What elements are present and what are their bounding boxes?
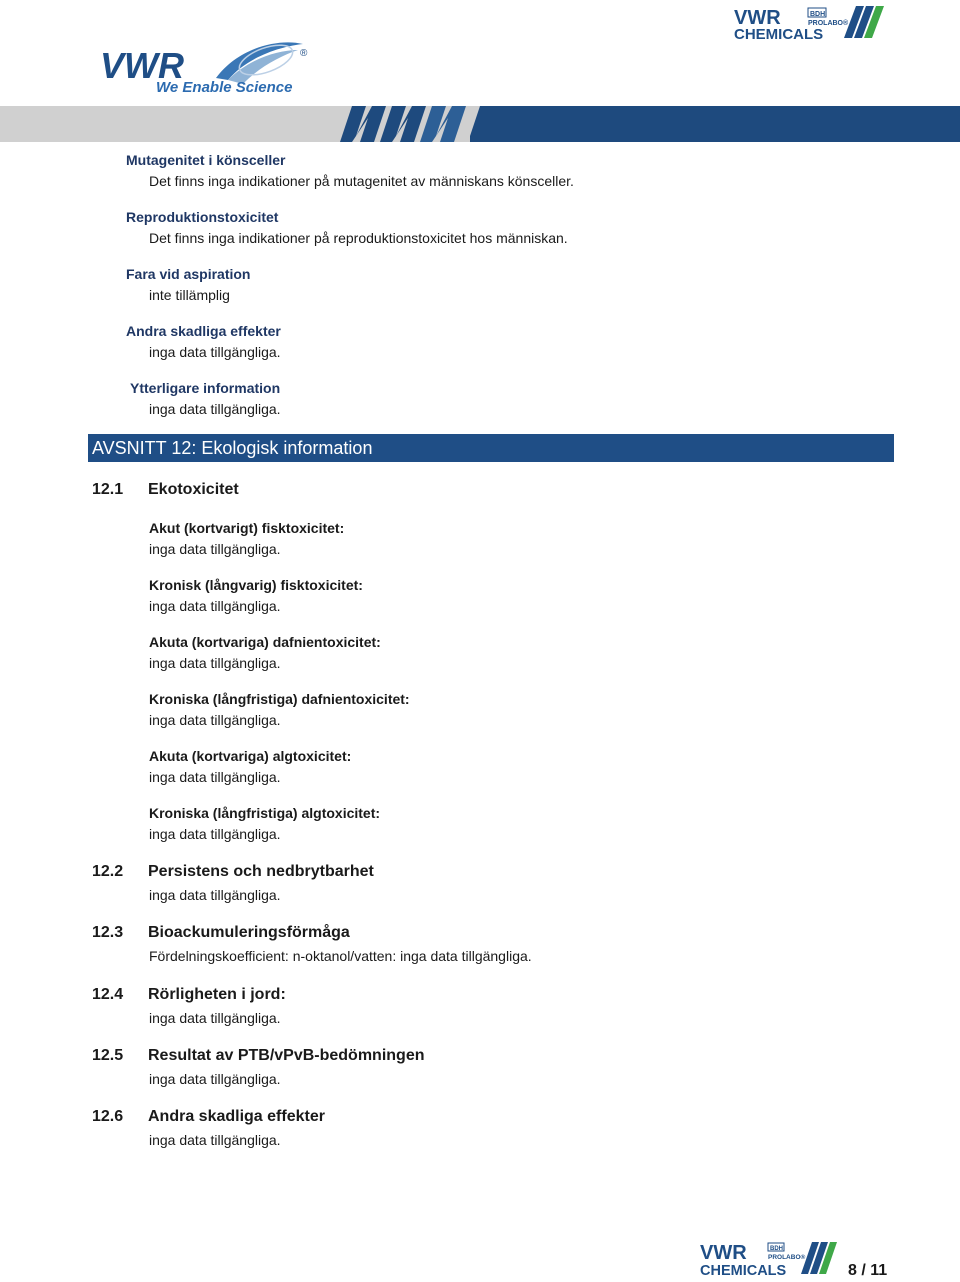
vwr-chemicals-vwr: VWR	[734, 7, 781, 29]
page-number: 8 / 11	[848, 1262, 888, 1279]
value-acute-fish: inga data tillgängliga.	[149, 541, 281, 557]
subsection-12-2	[92, 862, 374, 882]
subsection-12-6	[92, 1107, 325, 1127]
stripes-icon	[844, 6, 884, 38]
subsection-title: Rörligheten i jord:	[148, 986, 286, 1003]
label-additional-info: Ytterligare information	[130, 380, 281, 396]
value-aspiration-hazard: inte tillämplig	[149, 287, 230, 303]
section-12-title: AVSNITT 12: Ekologisk information	[88, 434, 894, 462]
header-band	[0, 106, 960, 142]
label-chronic-daphnia: Kroniska (långfristiga) dafnientoxicitet:	[149, 691, 410, 707]
registered-mark: ®	[300, 48, 308, 59]
subsection-title: Resultat av PTB/vPvB-bedömningen	[148, 1047, 425, 1064]
subsection-number: 12.5	[92, 1047, 124, 1064]
subsection-number: 12.1	[92, 481, 124, 498]
footer-stripes-icon	[801, 1242, 837, 1274]
value-acute-algae: inga data tillgängliga.	[149, 769, 281, 785]
value-mutagenicity: Det finns inga indikationer på mutagenitet av människans könsceller.	[149, 173, 574, 189]
subsection-title: Andra skadliga effekter	[148, 1108, 325, 1125]
footer-chemicals-text: CHEMICALS	[700, 1263, 787, 1278]
subsection-title: Ekotoxicitet	[148, 481, 239, 498]
vwr-swoosh-icon	[216, 39, 303, 84]
label-aspiration-hazard: Fara vid aspiration	[126, 266, 251, 282]
label-mutagenicity: Mutagenitet i könsceller	[126, 152, 286, 168]
tagline: We Enable Science	[156, 79, 293, 96]
value-reproduction-toxicity: Det finns inga indikationer på reproduktionstoxicitet hos människan.	[149, 230, 568, 246]
subsection-number: 12.4	[92, 986, 124, 1003]
value-chronic-daphnia: inga data tillgängliga.	[149, 712, 281, 728]
value-chronic-algae: inga data tillgängliga.	[149, 826, 281, 842]
subsection-12-3	[92, 923, 350, 943]
label-other-effects: Andra skadliga effekter	[126, 323, 281, 339]
footer-logo-vwr: VWR	[700, 1242, 747, 1264]
label-reproduction-toxicity: Reproduktionstoxicitet	[126, 209, 279, 225]
value-soil-mobility: inga data tillgängliga.	[149, 1010, 281, 1026]
vwr-logo	[98, 38, 318, 96]
value-additional-info: inga data tillgängliga.	[149, 401, 281, 417]
bdh-mark: BDH	[810, 11, 826, 18]
value-other-adverse-effects: inga data tillgängliga.	[149, 1132, 281, 1148]
value-bioaccumulation: Fördelningskoefficient: n-oktanol/vatten: inga data tillgängliga.	[149, 948, 532, 964]
prolabo-mark: PROLABO®	[808, 20, 849, 27]
chemicals-text: CHEMICALS	[734, 26, 824, 42]
footer-bdh-mark: BDH	[770, 1246, 783, 1252]
value-chronic-fish: inga data tillgängliga.	[149, 598, 281, 614]
vwr-chemicals-logo	[732, 6, 892, 42]
value-acute-daphnia: inga data tillgängliga.	[149, 655, 281, 671]
label-acute-algae: Akuta (kortvariga) algtoxicitet:	[149, 748, 352, 764]
subsection-title: Persistens och nedbrytbarhet	[148, 863, 374, 880]
subsection-12-1	[92, 480, 239, 500]
label-chronic-algae: Kroniska (långfristiga) algtoxicitet:	[149, 805, 381, 821]
subsection-number: 12.2	[92, 863, 124, 880]
vwr-logo-text: VWR	[100, 45, 184, 86]
subsection-title: Bioackumuleringsförmåga	[148, 924, 350, 941]
subsection-number: 12.3	[92, 924, 124, 941]
value-pbt-assessment: inga data tillgängliga.	[149, 1071, 281, 1087]
footer-vwr-chemicals-logo	[700, 1240, 844, 1278]
subsection-12-4	[92, 985, 286, 1005]
subsection-12-5	[92, 1046, 425, 1066]
label-acute-fish: Akut (kortvarigt) fisktoxicitet:	[149, 520, 345, 536]
footer-prolabo-mark: PROLABO®	[768, 1254, 806, 1261]
label-acute-daphnia: Akuta (kortvariga) dafnientoxicitet:	[149, 634, 381, 650]
value-persistence: inga data tillgängliga.	[149, 887, 281, 903]
value-other-effects: inga data tillgängliga.	[149, 344, 281, 360]
label-chronic-fish: Kronisk (långvarig) fisktoxicitet:	[149, 577, 363, 593]
subsection-number: 12.6	[92, 1108, 124, 1125]
